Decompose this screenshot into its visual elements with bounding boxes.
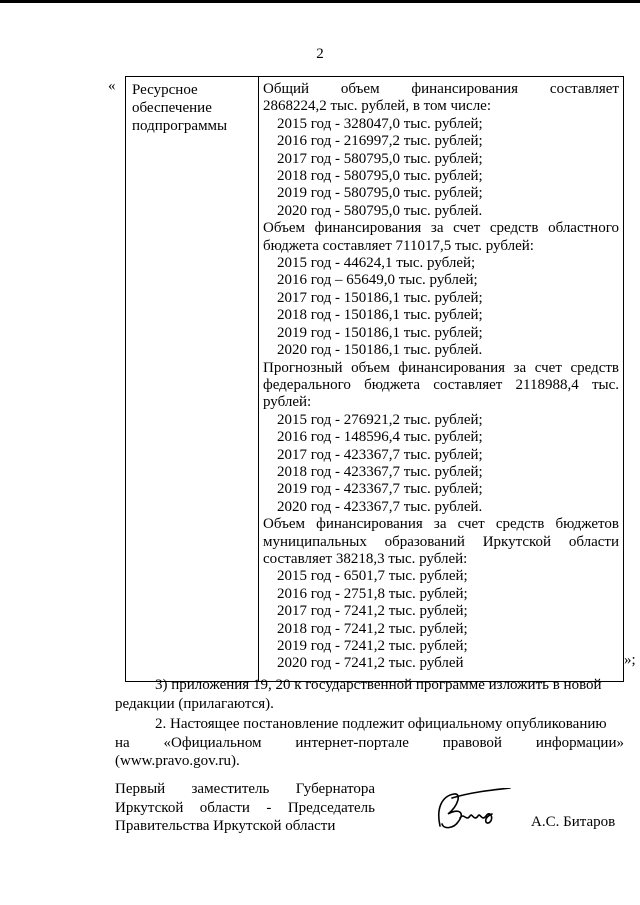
table-row (126, 77, 624, 682)
para3-line2: редакции (прилагаются). (115, 695, 274, 712)
para3-line1: 3) приложения 19, 20 к государственной программе изложить в новой (155, 677, 602, 693)
funding-text-line: рублей: (263, 394, 312, 411)
funding-year-line: 2017 год - 580795,0 тыс. рублей; (277, 150, 483, 167)
closing-quote: »; (624, 652, 636, 668)
funding-year-line: 2018 год - 423367,7 тыс. рублей; (277, 463, 483, 480)
top-border-line (0, 0, 640, 3)
signatory-title (115, 780, 375, 836)
paragraph-point-2 (115, 715, 624, 734)
resource-content-cell (259, 77, 624, 682)
funding-year-line: 2016 год - 148596,4 тыс. рублей; (277, 429, 483, 446)
funding-text-line: 2868224,2 тыс. рублей, в том числе: (263, 98, 492, 115)
handwritten-signature (432, 788, 512, 838)
funding-text-line: Объем финансирования за счет средств областного (263, 220, 619, 237)
body-text (115, 676, 624, 771)
funding-year-line: 2019 год - 7241,2 тыс. рублей; (277, 638, 468, 654)
funding-year-line: 2017 год - 150186,1 тыс. рублей; (277, 289, 483, 306)
funding-year-line: 2018 год - 7241,2 тыс. рублей; (277, 620, 468, 637)
funding-text-line: Объем финансирования за счет средств бюджетов (263, 516, 619, 533)
funding-year-line: 2020 год - 423367,7 тыс. рублей. (277, 498, 483, 515)
funding-year-line: 2019 год - 423367,7 тыс. рублей; (277, 481, 483, 498)
funding-text-line: бюджета составляет 711017,5 тыс. рублей: (263, 237, 534, 254)
funding-year-line: 2015 год - 44624,1 тыс. рублей; (277, 255, 476, 272)
funding-text-line: федерального бюджета составляет 2118988,4 тыс. (263, 376, 619, 393)
signatory-line: Первый заместитель Губернатора (115, 781, 375, 797)
funding-year-line: 2018 год - 580795,0 тыс. рублей; (277, 168, 483, 185)
para2-line1: 2. Настоящее постановление подлежит официальному опубликованию (155, 716, 607, 732)
label-line: обеспечение (132, 100, 212, 116)
funding-year-line: 2019 год - 150186,1 тыс. рублей; (277, 324, 483, 341)
funding-year-line: 2020 год - 150186,1 тыс. рублей. (277, 342, 483, 359)
para2-line3: (www.pravo.gov.ru). (115, 753, 240, 769)
resource-table (125, 76, 624, 682)
funding-text-line: муниципальных образований Иркутской области (263, 533, 619, 550)
paragraph-item-3 (115, 676, 624, 713)
funding-year-line: 2016 год - 216997,2 тыс. рублей; (277, 133, 483, 150)
funding-year-line: 2017 год - 423367,7 тыс. рублей; (277, 446, 483, 463)
signatory-line: Правительства Иркутской области (115, 818, 336, 834)
funding-year-line: 2019 год - 580795,0 тыс. рублей; (277, 185, 483, 202)
para2-line2: на «Официальном интернет-портале правовой информации» (115, 734, 624, 751)
funding-text-line: Общий объем финансирования составляет (263, 81, 619, 97)
opening-quote: « (108, 78, 116, 94)
funding-year-line: 2015 год - 328047,0 тыс. рублей; (277, 115, 483, 132)
funding-text-line: составляет 38218,3 тыс. рублей: (263, 550, 468, 567)
funding-year-line: 2015 год - 6501,7 тыс. рублей; (277, 568, 468, 585)
label-line: подпрограммы (132, 118, 228, 134)
funding-year-line: 2017 год - 7241,2 тыс. рублей; (277, 603, 468, 620)
signatory-line: Иркутской области - Председатель (115, 799, 375, 816)
funding-year-line: 2020 год - 7241,2 тыс. рублей (277, 655, 464, 672)
label-line: Ресурсное (132, 82, 198, 98)
funding-year-line: 2020 год - 580795,0 тыс. рублей. (277, 202, 483, 219)
resource-label-cell (126, 77, 259, 682)
funding-year-line: 2015 год - 276921,2 тыс. рублей; (277, 411, 483, 428)
signatory-name: А.С. Битаров (531, 814, 616, 830)
funding-text-line: Прогнозный объем финансирования за счет средств (263, 359, 619, 376)
funding-year-line: 2016 год – 65649,0 тыс. рублей; (277, 272, 478, 289)
funding-year-line: 2016 год - 2751,8 тыс. рублей; (277, 585, 468, 602)
funding-year-line: 2018 год - 150186,1 тыс. рублей; (277, 307, 483, 324)
page-number: 2 (316, 46, 324, 62)
